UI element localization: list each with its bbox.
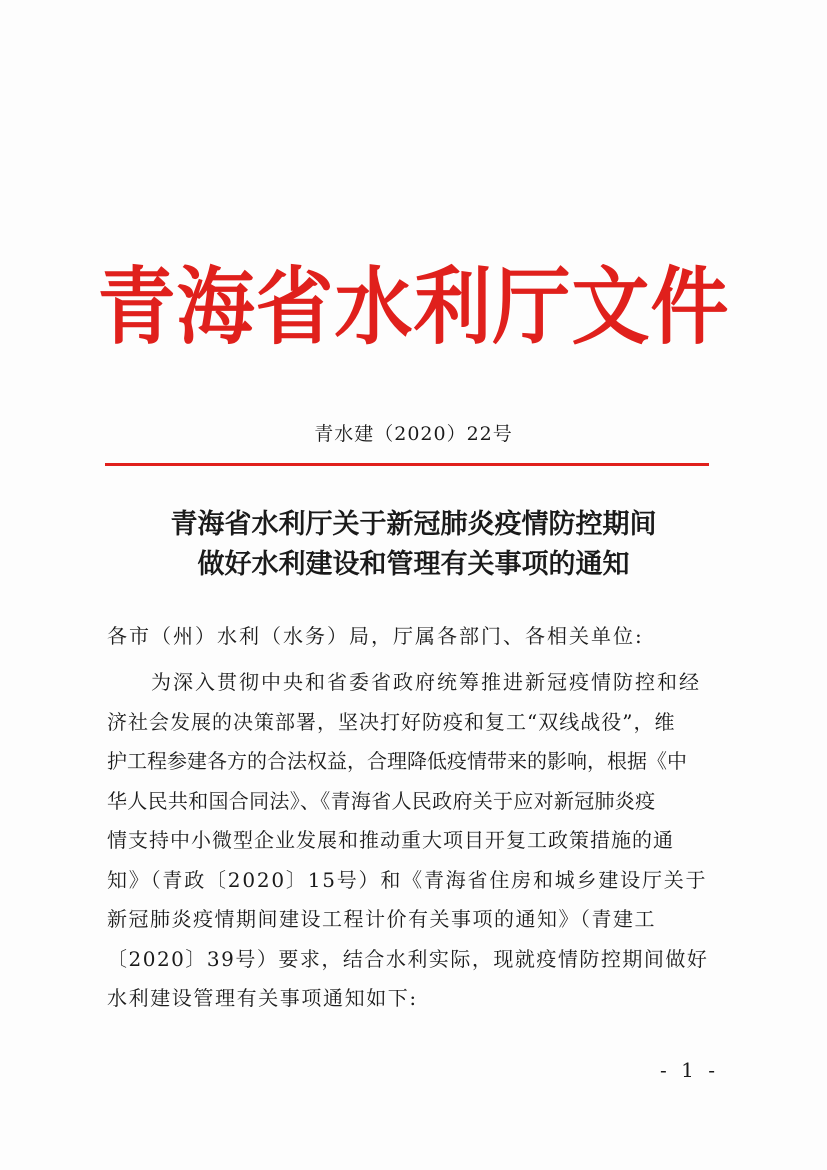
title-line-2: 做好水利建设和管理有关事项的通知 <box>197 549 630 580</box>
body-line: 水利建设管理有关事项通知如下: <box>107 986 418 1010</box>
body-line: 〔2020〕39号）要求，结合水利实际，现就疫情防控期间做好 <box>107 946 709 971</box>
body-line: 新冠肺炎疫情期间建设工程计价有关事项的通知》（青建工 <box>107 907 656 931</box>
body-line: 为深入贯彻中央和省委省政府统筹推进新冠疫情防控和经 <box>151 670 701 694</box>
body-paragraph <box>107 663 727 1019</box>
document-number: 青水建（2020）22号 <box>314 423 513 445</box>
body-line: 济社会发展的决策部署，坚决打好防疫和复工“双线战役”，维 <box>107 709 676 734</box>
salutation: 各市（州）水利（水务）局，厅属各部门、各相关单位: <box>107 624 644 648</box>
body-line: 护工程参建各方的合法权益，合理降低疫情带来的影响，根据《中 <box>107 749 687 773</box>
issuer-title: 青海省水利厅文件 <box>97 258 730 357</box>
body-line: 知》（青政〔2020〕15号）和《青海省住房和城乡建设厅关于 <box>107 867 708 892</box>
body-line: 华人民共和国合同法》、《青海省人民政府关于应对新冠肺炎疫 <box>107 788 656 813</box>
body-line: 情支持中小微型企业发展和推动重大项目开复工政策措施的通 <box>107 828 674 852</box>
page-number: - 1 - <box>660 1058 719 1082</box>
document-title <box>0 505 827 585</box>
title-line-1: 青海省水利厅关于新冠肺炎疫情防控期间 <box>170 509 657 540</box>
red-divider-line <box>105 463 709 466</box>
